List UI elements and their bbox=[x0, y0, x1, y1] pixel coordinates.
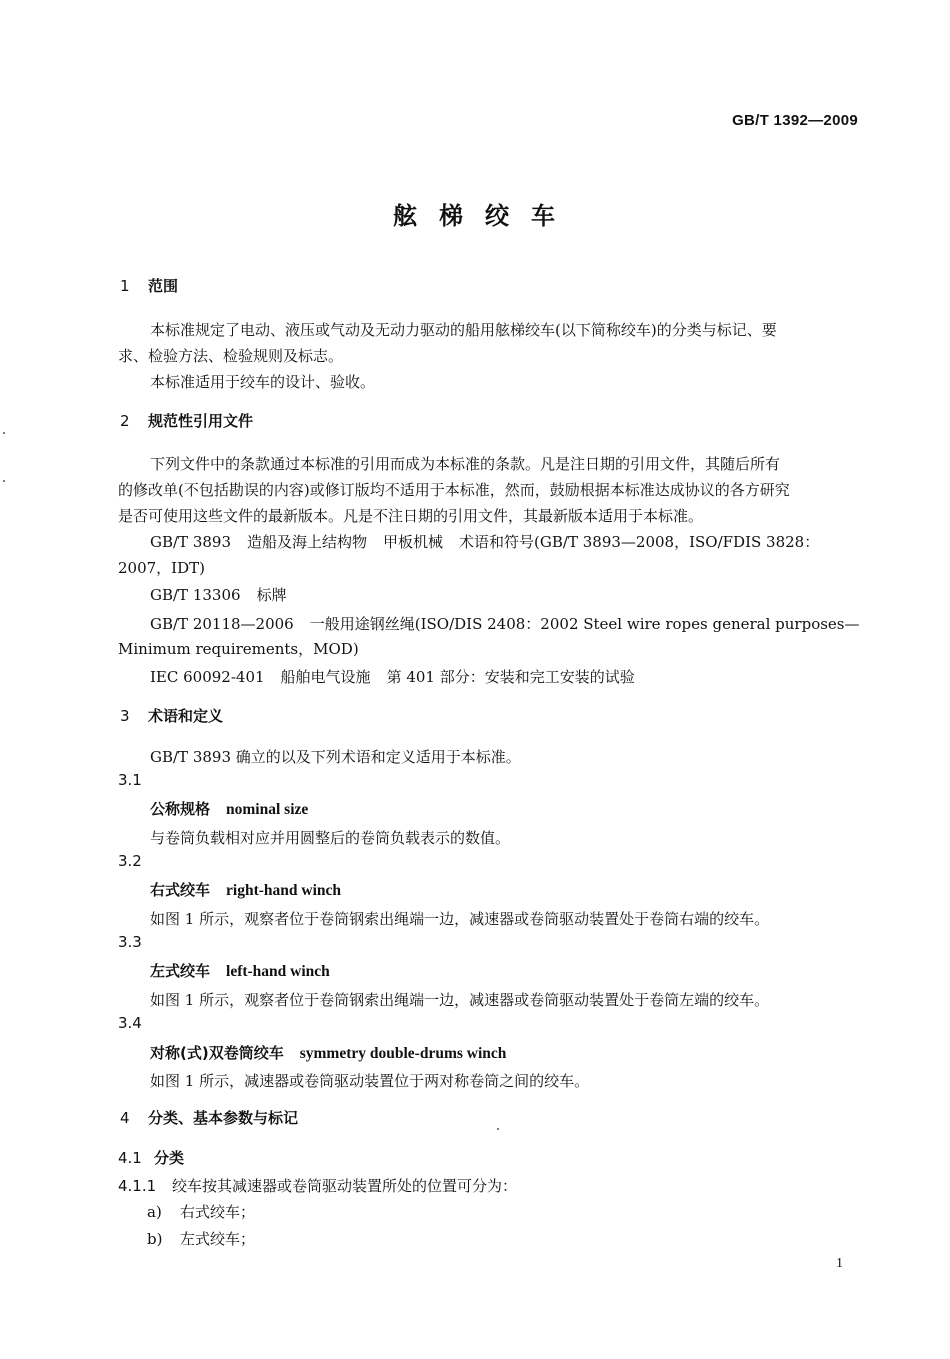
reference-gb13306 bbox=[150, 584, 287, 605]
clause-number: 4.1.1 bbox=[118, 1177, 157, 1195]
paragraph-line: GB/T 3893 确立的以及下列术语和定义适用于本标准。 bbox=[150, 748, 521, 766]
scan-speck bbox=[3, 480, 5, 482]
section-number: 4 bbox=[120, 1109, 130, 1127]
scan-speck bbox=[497, 1128, 499, 1130]
page-number: 1 bbox=[836, 1256, 843, 1271]
reference-title: 甲板机械 bbox=[383, 533, 444, 551]
reference-iec60092 bbox=[150, 666, 635, 687]
section-4-heading bbox=[120, 1107, 298, 1128]
list-text: 右式绞车； bbox=[180, 1203, 256, 1221]
list-item bbox=[147, 1228, 255, 1249]
term-en: left-hand winch bbox=[226, 963, 330, 980]
list-item bbox=[147, 1201, 255, 1222]
reference-title: 术语和符号(GB/T 3893—2008，ISO/FDIS 3828： bbox=[459, 533, 820, 551]
term-definition: 如图 1 所示，减速器或卷筒驱动装置位于两对称卷筒之间的绞车。 bbox=[150, 1072, 590, 1090]
term-entry bbox=[150, 1042, 506, 1063]
paragraph-line: 本标准规定了电动、液压或气动及无动力驱动的船用舷梯绞车(以下简称绞车)的分类与标记、要 bbox=[150, 321, 777, 339]
clause-4-1-1 bbox=[118, 1175, 517, 1196]
section-2-heading bbox=[120, 410, 253, 431]
term-definition: 与卷筒负载相对应并用圆整后的卷筒负载表示的数值。 bbox=[150, 829, 511, 847]
term-entry bbox=[150, 960, 330, 981]
section-title: 分类、基本参数与标记 bbox=[148, 1109, 299, 1127]
section-1-heading bbox=[120, 275, 178, 296]
term-cn: 左式绞车 bbox=[150, 962, 211, 980]
scan-speck bbox=[3, 432, 5, 434]
term-cn: 对称(式)双卷筒绞车 bbox=[150, 1044, 284, 1062]
clause-text: 绞车按其减速器或卷筒驱动装置所处的位置可分为： bbox=[172, 1177, 518, 1195]
section-title: 分类 bbox=[154, 1149, 185, 1167]
standard-number: GB/T 1392—2009 bbox=[732, 112, 858, 129]
reference-continuation: 2007，IDT) bbox=[118, 559, 205, 577]
reference-code: GB/T 20118—2006 bbox=[150, 615, 294, 633]
section-title: 规范性引用文件 bbox=[148, 412, 254, 430]
term-en: symmetry double-drums winch bbox=[299, 1045, 507, 1062]
section-number: 2 bbox=[120, 412, 130, 430]
document-title: 舷梯绞车 bbox=[393, 202, 577, 230]
term-en: right-hand winch bbox=[226, 882, 342, 899]
term-cn: 右式绞车 bbox=[150, 881, 211, 899]
reference-code: GB/T 3893 bbox=[150, 533, 232, 551]
reference-title: 一般用途钢丝绳(ISO/DIS 2408：2002 Steel wire ropes general purposes— bbox=[309, 615, 860, 633]
term-en: nominal size bbox=[226, 801, 309, 818]
term-definition: 如图 1 所示，观察者位于卷筒钢索出绳端一边，减速器或卷筒驱动装置处于卷筒右端的绞车。 bbox=[150, 910, 770, 928]
reference-title: 标牌 bbox=[256, 586, 287, 604]
reference-title: 第 401 部分：安装和完工安装的试验 bbox=[386, 668, 635, 686]
paragraph-line: 是否可使用这些文件的最新版本。凡是不注日期的引用文件，其最新版本适用于本标准。 bbox=[118, 507, 704, 525]
reference-gb3893 bbox=[150, 531, 819, 552]
reference-code: IEC 60092-401 bbox=[150, 668, 265, 686]
section-number: 4.1 bbox=[118, 1149, 142, 1167]
reference-title: 造船及海上结构物 bbox=[247, 533, 368, 551]
term-entry bbox=[150, 879, 341, 900]
reference-title: 船舶电气设施 bbox=[280, 668, 371, 686]
list-marker: a) bbox=[147, 1203, 162, 1221]
term-number: 3.2 bbox=[118, 852, 142, 870]
term-number: 3.1 bbox=[118, 771, 142, 789]
term-number: 3.4 bbox=[118, 1014, 142, 1032]
reference-continuation: Minimum requirements，MOD) bbox=[118, 640, 359, 658]
reference-code: GB/T 13306 bbox=[150, 586, 241, 604]
term-number: 3.3 bbox=[118, 933, 142, 951]
reference-gb20118 bbox=[150, 613, 860, 634]
section-3-heading bbox=[120, 705, 223, 726]
section-title: 范围 bbox=[148, 277, 179, 295]
section-number: 3 bbox=[120, 707, 130, 725]
paragraph-line: 的修改单(不包括勘误的内容)或修订版均不适用于本标准，然而，鼓励根据本标准达成协议的各方研究 bbox=[118, 481, 790, 499]
term-cn: 公称规格 bbox=[150, 800, 211, 818]
paragraph-line: 本标准适用于绞车的设计、验收。 bbox=[150, 373, 376, 391]
subsection-4-1-heading bbox=[118, 1147, 184, 1168]
paragraph-line: 求、检验方法、检验规则及标志。 bbox=[118, 347, 344, 365]
list-marker: b) bbox=[147, 1230, 163, 1248]
term-entry bbox=[150, 798, 308, 819]
section-title: 术语和定义 bbox=[148, 707, 224, 725]
list-text: 左式绞车； bbox=[180, 1230, 256, 1248]
term-definition: 如图 1 所示，观察者位于卷筒钢索出绳端一边，减速器或卷筒驱动装置处于卷筒左端的绞车。 bbox=[150, 991, 770, 1009]
paragraph-line: 下列文件中的条款通过本标准的引用而成为本标准的条款。凡是注日期的引用文件，其随后所有 bbox=[150, 455, 781, 473]
section-number: 1 bbox=[120, 277, 130, 295]
